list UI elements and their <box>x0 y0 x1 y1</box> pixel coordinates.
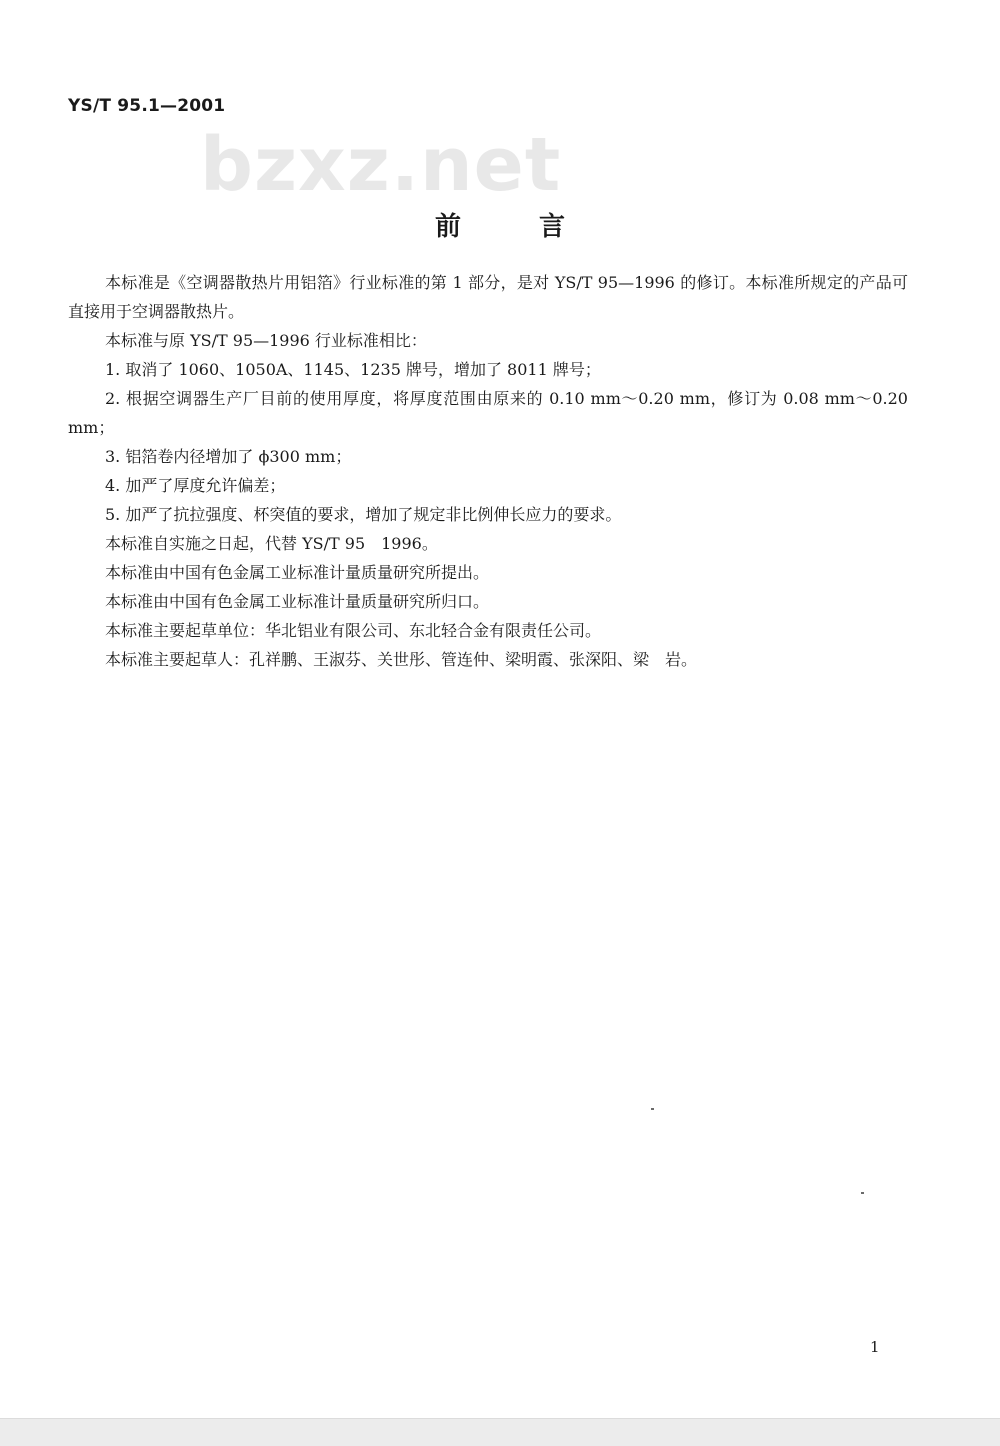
page-number: 1 <box>870 1338 880 1356</box>
scan-speck <box>651 1108 654 1110</box>
watermark: bzxz.net <box>200 122 562 208</box>
paragraph-proposer: 本标准由中国有色金属工业标准计量质量研究所提出。 <box>105 563 490 582</box>
paragraph-administrator: 本标准由中国有色金属工业标准计量质量研究所归口。 <box>105 592 490 611</box>
paragraph-replacement: 本标准自实施之日起，代替 YS/T 95 1996。 <box>105 534 438 553</box>
scan-speck <box>861 1192 864 1194</box>
paragraph-drafting-units: 本标准主要起草单位：华北铝业有限公司、东北轻合金有限责任公司。 <box>105 621 602 640</box>
page-title: 前言 <box>434 212 643 242</box>
paragraph-comparison: 本标准与原 YS/T 95—1996 行业标准相比： <box>105 331 427 350</box>
list-item-change-5: 5. 加严了抗拉强度、杯突值的要求，增加了规定非比例伸长应力的要求。 <box>105 505 622 524</box>
list-item-change-3: 3. 铝箔卷内径增加了 ϕ300 mm； <box>105 447 352 466</box>
list-item-change-4: 4. 加严了厚度允许偏差； <box>105 476 286 495</box>
paragraph-drafters: 本标准主要起草人：孔祥鹏、王淑芬、关世彤、管连仲、梁明霞、张深阳、梁 岩。 <box>105 650 698 669</box>
paragraph-intro: 本标准是《空调器散热片用铝箔》行业标准的第 1 部分，是对 YS/T 95—1996 的修订。本标准所规定的产品可直接用于空调器散热片。 <box>68 273 908 321</box>
document-body <box>68 268 908 674</box>
page-separator <box>0 1418 1000 1446</box>
standard-number: YS/T 95.1—2001 <box>68 96 226 116</box>
list-item-change-2: 2. 根据空调器生产厂目前的使用厚度，将厚度范围由原来的 0.10 mm～0.20 mm，修订为 0.08 mm～0.20 mm； <box>68 389 908 437</box>
list-item-change-1: 1. 取消了 1060、1050A、1145、1235 牌号，增加了 8011 牌号； <box>105 360 601 379</box>
